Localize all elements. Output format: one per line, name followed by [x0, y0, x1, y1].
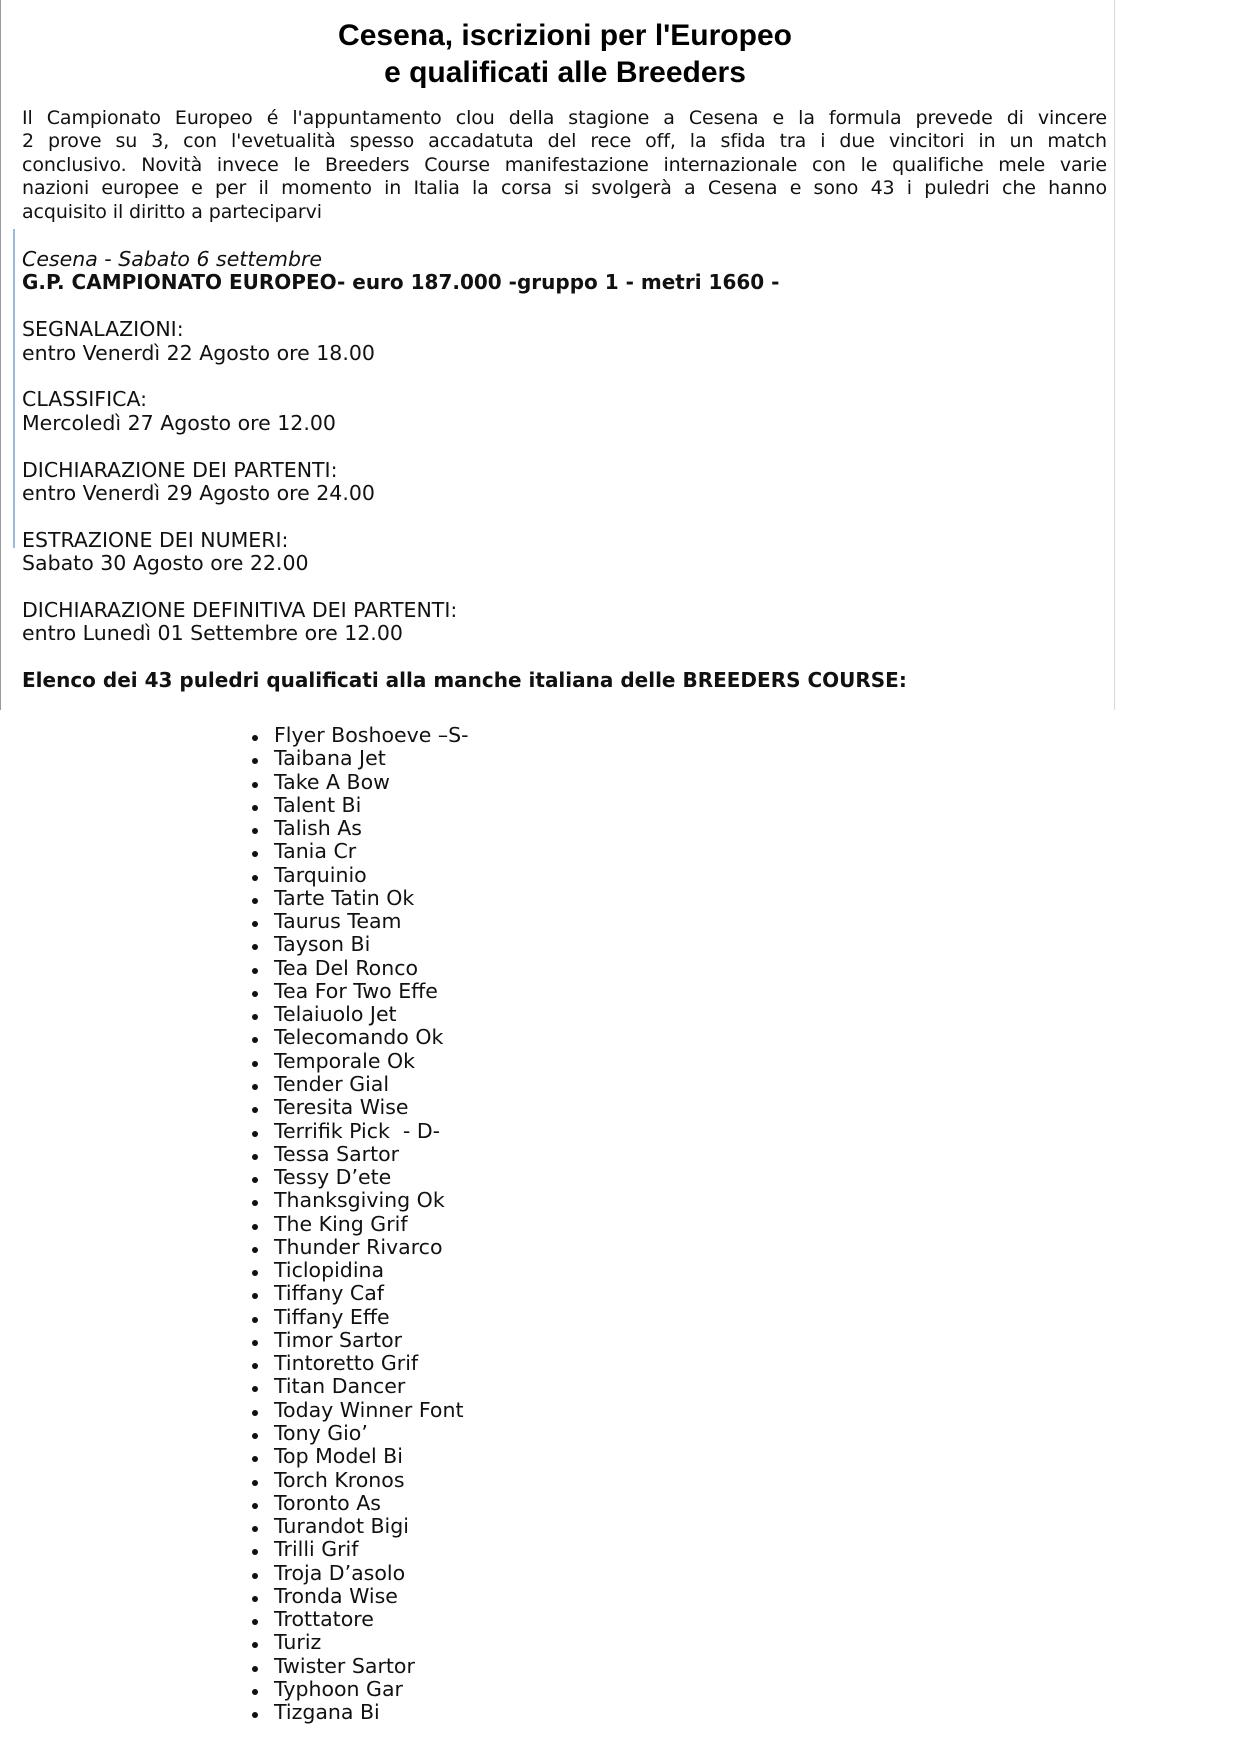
horse-list-item: Telaiuolo Jet: [0, 1003, 469, 1026]
horse-list-item: The King Grif: [0, 1213, 469, 1236]
horse-list-item: Tender Gial: [0, 1073, 469, 1096]
horse-list-item: Turiz: [0, 1631, 469, 1654]
horse-list-item: Take A Bow: [0, 771, 469, 794]
deadline-value: entro Venerdì 22 Agosto ore 18.00: [22, 340, 375, 365]
deadline-block: [22, 388, 1107, 435]
horse-list-item: Tania Cr: [0, 840, 469, 863]
intro-line: conclusivo. Novità invece le Breeders Course manifestazione internazionale con le qualifiche mele varie: [22, 153, 1107, 176]
horse-list-item: Titan Dancer: [0, 1375, 469, 1398]
horse-list-item: Teresita Wise: [0, 1096, 469, 1119]
horse-list-item: Trilli Grif: [0, 1538, 469, 1561]
horse-list-item: Twister Sartor: [0, 1655, 469, 1678]
horse-list-item: Ticlopidina: [0, 1259, 469, 1282]
intro-line: 2 prove su 3, con l'evetualità spesso accadatuta del rece off, la sfida tra i due vincitori in un match: [22, 130, 1107, 153]
horse-list-item: Taurus Team: [0, 910, 469, 933]
deadline-label: ESTRAZIONE DEI NUMERI:: [22, 527, 289, 552]
deadline-label: DICHIARAZIONE DEFINITIVA DEI PARTENTI:: [22, 598, 458, 623]
horse-list-item: Tarte Tatin Ok: [0, 887, 469, 910]
horse-list-item: Tizgana Bi: [0, 1701, 469, 1724]
article-title-line: e qualificati alle Breeders: [384, 56, 746, 89]
horse-list-item: Flyer Boshoeve –S-: [0, 724, 469, 747]
horse-list-item: Tea For Two Effe: [0, 980, 469, 1003]
race-heading: G.P. CAMPIONATO EUROPEO- euro 187.000 -gruppo 1 - metri 1660 -: [22, 270, 780, 295]
deadline-block: [22, 599, 1107, 646]
horse-list-item: Today Winner Font: [0, 1399, 469, 1422]
horse-list-item: Trottatore: [0, 1608, 469, 1631]
horse-list-item: Tronda Wise: [0, 1585, 469, 1608]
horse-list-item: Turandot Bigi: [0, 1515, 469, 1538]
horse-list-item: Taibana Jet: [0, 747, 469, 770]
deadline-block: [22, 529, 1107, 576]
blockquote-bar: [13, 229, 15, 548]
horse-list-item: Tessy D’ete: [0, 1166, 469, 1189]
deadline-label: SEGNALAZIONI:: [22, 317, 184, 342]
intro-line: acquisito il diritto a parteciparvi: [22, 200, 322, 223]
horse-list-item: Tarquinio: [0, 864, 469, 887]
horse-list-item: Thanksgiving Ok: [0, 1189, 469, 1212]
deadline-value: entro Venerdì 29 Agosto ore 24.00: [22, 481, 375, 506]
deadline-label: DICHIARAZIONE DEI PARTENTI:: [22, 457, 338, 482]
qualified-horses-list: [0, 724, 469, 1724]
deadline-value: entro Lunedì 01 Settembre ore 12.00: [22, 621, 403, 646]
qualified-heading: Elenco dei 43 puledri qualificati alla manche italiana delle BREEDERS COURSE:: [22, 668, 907, 693]
horse-list-item: Tessa Sartor: [0, 1143, 469, 1166]
horse-list-item: Tayson Bi: [0, 933, 469, 956]
article-title: [0, 17, 1130, 91]
horse-list-item: Terrifik Pick - D-: [0, 1120, 469, 1143]
deadline-block: [22, 459, 1107, 506]
horse-list-item: Toronto As: [0, 1492, 469, 1515]
horse-list-item: Torch Kronos: [0, 1469, 469, 1492]
race-date-venue: Cesena - Sabato 6 settembre: [22, 247, 323, 271]
horse-list-item: Thunder Rivarco: [0, 1236, 469, 1259]
deadline-block: [22, 318, 1107, 365]
article-title-line: Cesena, iscrizioni per l'Europeo: [338, 19, 792, 52]
horse-list-item: Tintoretto Grif: [0, 1352, 469, 1375]
horse-list-item: Tiffany Caf: [0, 1282, 469, 1305]
horse-list-item: Top Model Bi: [0, 1445, 469, 1468]
race-schedule: [22, 248, 1107, 693]
deadline-value: Mercoledì 27 Agosto ore 12.00: [22, 410, 336, 435]
horse-list-item: Tea Del Ronco: [0, 957, 469, 980]
intro-paragraph: [22, 107, 1107, 224]
horse-list-item: Temporale Ok: [0, 1050, 469, 1073]
horse-list-item: Talent Bi: [0, 794, 469, 817]
horse-list-item: Timor Sartor: [0, 1329, 469, 1352]
horse-list-item: Tiffany Effe: [0, 1306, 469, 1329]
deadline-label: CLASSIFICA:: [22, 387, 148, 412]
horse-list-item: Troja D’asolo: [0, 1562, 469, 1585]
horse-list-item: Typhoon Gar: [0, 1678, 469, 1701]
deadline-value: Sabato 30 Agosto ore 22.00: [22, 551, 309, 576]
intro-line: Il Campionato Europeo é l'appuntamento clou della stagione a Cesena e la formula prevede di vincere: [22, 107, 1107, 129]
horse-list-item: Telecomando Ok: [0, 1026, 469, 1049]
horse-list-item: Tony Gio’: [0, 1422, 469, 1445]
horse-list-item: Talish As: [0, 817, 469, 840]
intro-line: nazioni europee e per il momento in Italia la corsa si svolgerà a Cesena e sono 43 i puledri che hanno: [22, 177, 1107, 200]
